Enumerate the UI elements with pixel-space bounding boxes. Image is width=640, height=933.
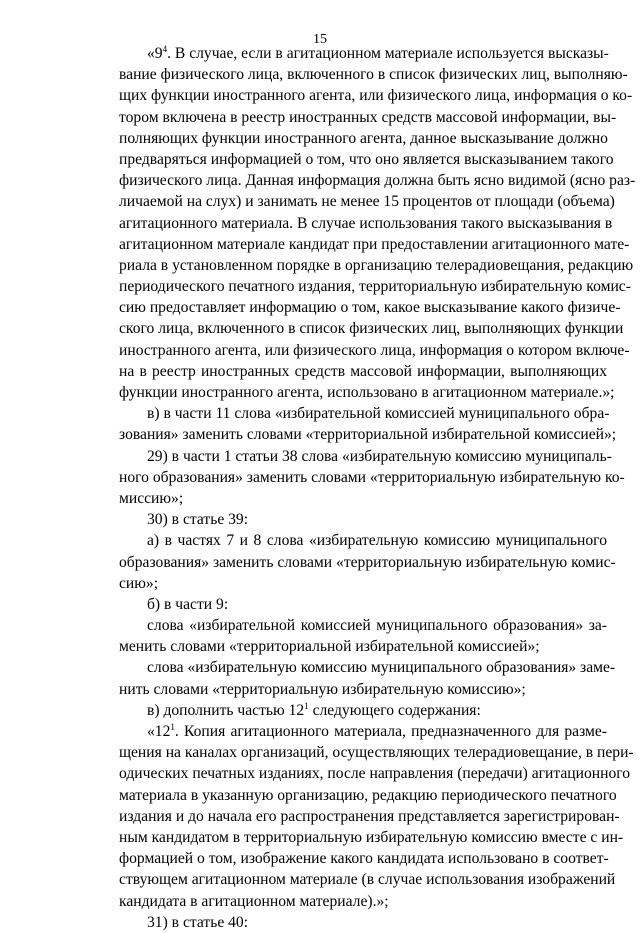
text-line: физического лица. Данная информация должна быть ясно видимой (ясно раз- xyxy=(119,172,636,190)
text-line: предваряться информацией о том, что оно является высказыванием такого xyxy=(119,150,614,168)
text-line: образования» заменить словами «территориальную избирательную комис- xyxy=(119,553,616,571)
paragraph xyxy=(119,912,607,933)
text-line: личаемой на слух) и занимать не менее 15 процентов от площади (объема) xyxy=(119,193,615,211)
paragraph xyxy=(119,509,607,530)
text-line: полняющих функции иностранного агента, данное высказывание должно xyxy=(119,129,608,147)
text-line: миссию»; xyxy=(119,489,184,507)
paragraph xyxy=(119,530,616,594)
paragraph xyxy=(119,721,634,912)
text-line: кандидата в агитационном материале).»; xyxy=(119,892,389,910)
text-line: в) дополнить частью $12^1$ следующего содержания: xyxy=(147,700,481,719)
text-line: вание физического лица, включенного в список физических лиц, выполняю- xyxy=(119,66,628,84)
text-line: агитационном материале кандидат при предоставлении агитационного мате- xyxy=(119,235,630,253)
text-line: тором включена в реестр иностранных средств массовой информации, вы- xyxy=(119,108,617,126)
paragraph xyxy=(119,43,636,403)
text-line: сию»; xyxy=(119,574,159,592)
text-line: ствующем агитационном материале (в случае использования изображений xyxy=(119,871,616,889)
text-line: слова «избирательную комиссию муниципального образования» заме- xyxy=(147,659,616,677)
page-number: 15 xyxy=(313,32,327,47)
text-line: агитационного материала. В случае использования такого высказывания в xyxy=(119,214,613,232)
text-line: материала в указанную организацию, редакцию периодического печатного xyxy=(119,786,617,804)
text-line: издания и до начала его распространения представляется зарегистрирован- xyxy=(119,807,620,825)
document-body xyxy=(119,43,636,933)
text-line: сию предоставляет информацию о том, какое высказывание какого физиче- xyxy=(119,299,621,317)
text-line: формацией о том, изображение какого кандидата использовано в соответ- xyxy=(119,850,609,868)
text-line: нить словами «территориальную избирательную комиссию»; xyxy=(119,680,526,698)
text-line: 30) в статье 39: xyxy=(147,511,249,529)
text-line: б) в части 9: xyxy=(147,595,229,613)
paragraph xyxy=(119,700,607,721)
text-line: ского лица, включенного в список физических лиц, выполняющих функции xyxy=(119,320,624,338)
text-line: иностранного агента, или физического лица, информация о котором включе- xyxy=(119,341,630,359)
text-line: 31) в статье 40: xyxy=(147,913,249,931)
text-line: периодического печатного издания, территориальную избирательную комис- xyxy=(119,278,631,296)
text-line: риала в установленном порядке в организацию телерадиовещания, редакцию xyxy=(119,256,634,274)
text-line: одических печатных изданиях, после направления (передачи) агитационного xyxy=(119,765,631,783)
text-line: ным кандидатом в территориальную избирательную комиссию вместе с ин- xyxy=(119,828,624,846)
text-line: щения на каналах организаций, осуществляющих телерадиовещание, в пери- xyxy=(119,744,634,762)
paragraph xyxy=(119,657,616,699)
paragraph xyxy=(119,594,607,615)
text-line: «$9^4$. В случае, если в агитационном материале используется высказы- xyxy=(147,43,609,62)
paragraph xyxy=(119,446,625,510)
paragraph xyxy=(119,615,607,657)
text-line: менить словами «территориальной избирательной комиссией»; xyxy=(119,638,540,656)
text-line: 29) в части 1 статьи 38 слова «избирательную комиссию муниципаль- xyxy=(147,447,612,465)
text-line: на в реестр иностранных средств массовой информации, выполняющих xyxy=(119,362,607,380)
text-line: ного образования» заменить словами «территориальную избирательную ко- xyxy=(119,468,625,486)
text-line: зования» заменить словами «территориальной избирательной комиссией»; xyxy=(119,426,617,444)
text-line: слова «избирательной комиссией муниципального образования» за- xyxy=(147,617,607,635)
text-line: «$12^1$. Копия агитационного материала, предназначенного для разме- xyxy=(147,721,607,740)
text-line: в) в части 11 слова «избирательной комиссией муниципального обра- xyxy=(147,405,610,423)
text-line: функции иностранного агента, использовано в агитационном материале.»; xyxy=(119,384,615,401)
paragraph xyxy=(119,403,617,445)
text-line: а) в частях 7 и 8 слова «избирательную комиссию муниципального xyxy=(147,532,607,550)
text-line: щих функции иностранного агента, или физического лица, информация о ко- xyxy=(119,87,633,105)
